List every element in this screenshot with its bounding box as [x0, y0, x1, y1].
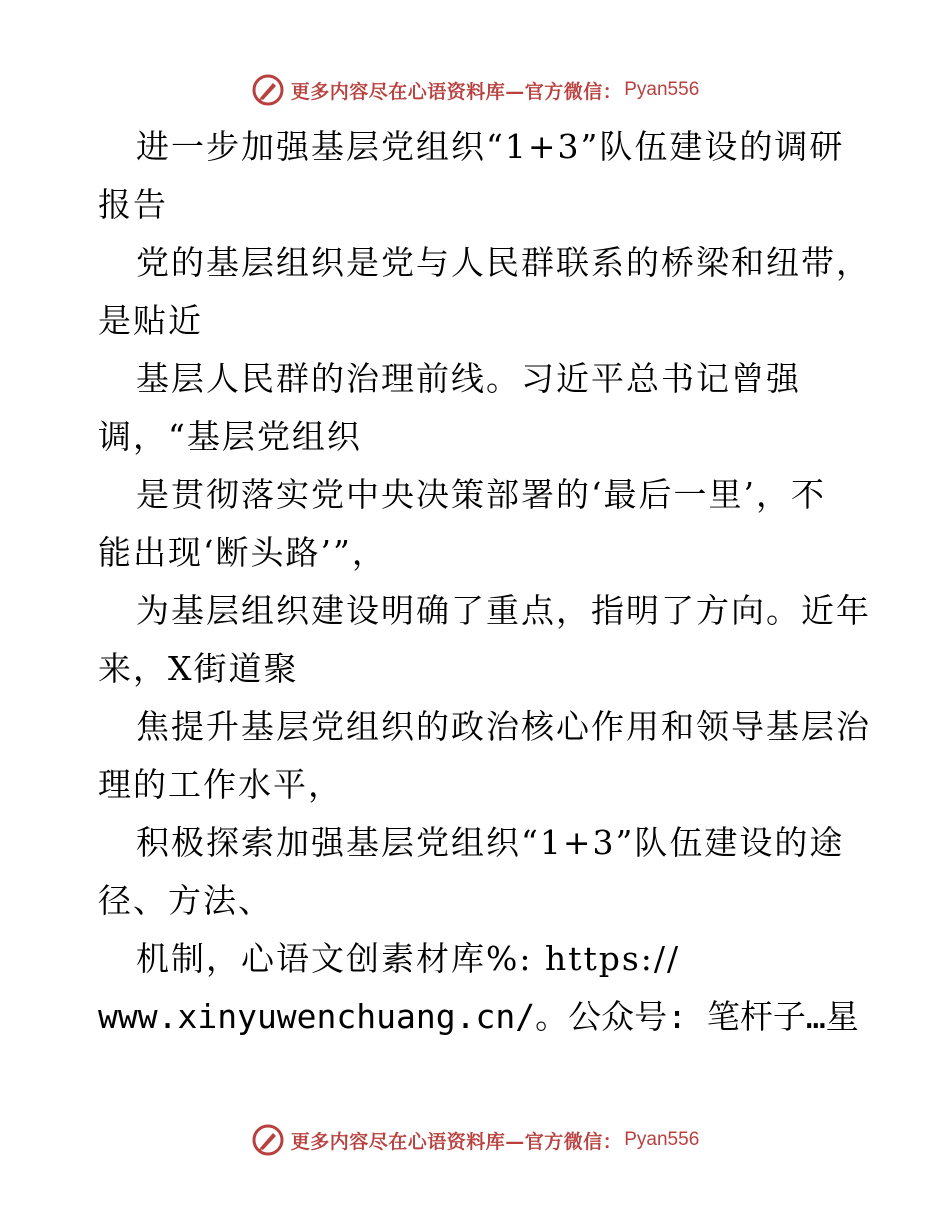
- footer-banner: [0, 1120, 950, 1160]
- banner-text: 更多内容尽在心语资料库—官方微信：: [290, 80, 623, 103]
- text-line: 基层人民群的治理前线。习近平总书记曾强: [136, 359, 801, 398]
- pen-logo-icon: [251, 73, 285, 107]
- text-line: 径、方法、: [98, 881, 273, 920]
- banner-wechat-id: Pyan556: [624, 79, 700, 100]
- text-line: 是贴近: [98, 301, 203, 340]
- banner-wechat-id: Pyan556: [624, 1129, 700, 1150]
- text-line: 是贯彻落实党中央决策部署的‘最后一里’，不: [136, 475, 826, 514]
- text-line: 理的工作水平，: [98, 765, 343, 804]
- text-line: www.xinyuwenchuang.cn/。公众号: 笔杆子…星: [98, 997, 859, 1036]
- pen-logo-icon: [251, 1123, 285, 1157]
- text-line: 调，“基层党组织: [98, 417, 362, 456]
- text-line: 能出现‘断头路’”，: [98, 533, 387, 572]
- text-line: 来，X街道聚: [98, 649, 299, 688]
- text-line: 报告: [98, 185, 168, 224]
- banner-text: 更多内容尽在心语资料库—官方微信：: [290, 1130, 623, 1153]
- text-line: 党的基层组织是党与人民群联系的桥梁和纽带，: [136, 243, 871, 282]
- text-line: 为基层组织建设明确了重点，指明了方向。近年: [136, 591, 871, 630]
- text-line: 机制，心语文创素材库%: https://: [136, 939, 681, 978]
- text-line: 积极探索加强基层党组织“1+3”队伍建设的途: [136, 823, 845, 862]
- document-body: [98, 118, 871, 1046]
- text-line: 进一步加强基层党组织“1+3”队伍建设的调研: [136, 127, 845, 166]
- header-banner: [0, 70, 950, 110]
- text-line: 焦提升基层党组织的政治核心作用和领导基层治: [136, 707, 871, 746]
